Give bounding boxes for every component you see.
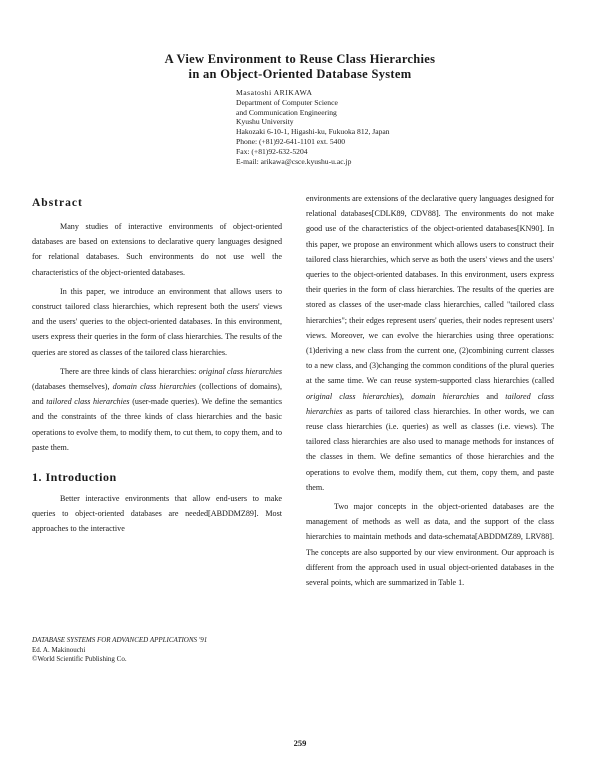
footnote-publisher: ©World Scientific Publishing Co. (32, 655, 127, 664)
abstract-paragraph-2: In this paper, we introduce an environment that allows users to construct tailored class hierarchies, which represent both the users' views and the users' queries to the object-oriented databases. In this environment, users express their queries in the form of class hierarchies. The results of the queries are stored as classes of the tailored class hierarchies. (32, 286, 282, 357)
paper-title (0, 52, 600, 82)
term-tailored-class-hierarchies: tailored class hierarchies (46, 397, 130, 407)
term-original-class-hierarchies: original class hierarchies (198, 366, 282, 376)
page-number: 259 (293, 738, 307, 748)
author-university: Kyushu University (236, 117, 294, 127)
title-line-2: in an Object-Oriented Database System (188, 67, 412, 81)
right-paragraph-2: Two major concepts in the object-oriented databases are the management of methods as well as data, and the support of the class hierarchies to maintain methods and data-schemata[ABDDMZ89, LRV88]. The concepts are also supported by our view environment. Our approach is different from the approach used in usual object-oriented databases in the several points, which are summarized in Table 1. (306, 502, 554, 588)
abstract-p3-intro: There are three kinds of class hierarchies: (60, 366, 197, 376)
abstract-heading: Abstract (32, 197, 83, 209)
author-address: Hakozaki 6-10-1, Higashi-ku, Fukuoka 812, Japan (236, 127, 390, 137)
abstract-p3-text-1: (databases themselves), (32, 382, 110, 392)
footnote-editor: Ed. A. Makinouchi (32, 645, 86, 654)
right-p1-text-2: ), (399, 391, 404, 401)
author-phone: Phone: (+81)92-641-1101 ext. 5400 (236, 136, 346, 146)
right-p1-text: environments are extensions of the declarative query languages designed for relational databases[CDLK89, CDV88]. The environments do not make good use of the characteristics of the object-oriented databases[KN90]. In this paper, we propose an environment which allows users to construct their tailored class hierarchies, which serve as both the users' views and the users' queries to the object-oriented databases. In this environment, users express their queries in the form of class hierarchies. The results of the queries are stored as classes of the user-made class hierarchies, called "tailored class hierarchies"; their edges represent users' queries, their nodes represent users' views. Moreover, we can evolve the hierarchies using three operations: (1)deriving a new class from the current one, (2)combining current classes to a new class, and (3)changing the common conditions of the plural queries at the same time. We can reuse system-supported class hierarchies (called (306, 194, 554, 386)
author-email: E-mail: arikawa@csce.kyushu-u.ac.jp (236, 156, 352, 166)
author-fax: Fax: (+81)92-632-5204 (236, 146, 308, 156)
abstract-p3-text-2: (collections of domains), and (32, 382, 282, 407)
right-p1-text-4: as parts of tailored class hierarchies. In other words, we can reuse class hierarchies (i.e. queries) as well as classes (i.e. views). The tailored class hierarchies are also used to manage methods for instances of the classes in them. We define semantics of those hierarchies and the operations to evolve them, modify them, cut them, copy them, and paste them. (306, 406, 555, 492)
abstract-p3-text-3: (user-made queries). We define the semantics and the constraints of the three kinds of class hierarchies and the basic operations to evolve them, to modify them, to cut them, to copy them, and to paste them. (32, 397, 282, 452)
intro-paragraph-1: Better interactive environments that allow end-users to make queries to object-oriented databases are needed[ABDDMZ89]. Most approaches to the interactive (32, 494, 282, 534)
term-original-class-hierarchies-2: original class hierarchies (306, 391, 400, 401)
title-line-1: A View Environment to Reuse Class Hierarchies (164, 52, 436, 66)
author-department-cont: and Communication Engineering (236, 107, 337, 117)
right-column (306, 191, 554, 590)
term-tailored-class-hierarchies-2: tailored class hierarchies (306, 391, 555, 416)
right-p1-text-3: and (486, 391, 499, 401)
abstract-paragraph-3 (32, 364, 282, 455)
abstract-paragraph-1: Many studies of interactive environments of object-oriented databases are based on extensions to declarative query languages designed for relational databases. Such environments do not use well the characteristics of the object-oriented databases. (32, 222, 282, 277)
footnote-series: DATABASE SYSTEMS FOR ADVANCED APPLICATIONS '91 (32, 636, 208, 644)
term-domain-class-hierarchies: domain class hierarchies (112, 382, 196, 392)
author-name: Masatoshi ARIKAWA (236, 88, 313, 97)
author-department: Department of Computer Science (236, 97, 338, 107)
introduction-heading: 1. Introduction (32, 470, 117, 485)
term-domain-hierarchies: domain hierarchies (411, 391, 480, 401)
author-block (236, 88, 390, 166)
right-paragraph-1 (306, 191, 554, 495)
left-column (32, 196, 282, 537)
publication-footnote (32, 636, 207, 665)
